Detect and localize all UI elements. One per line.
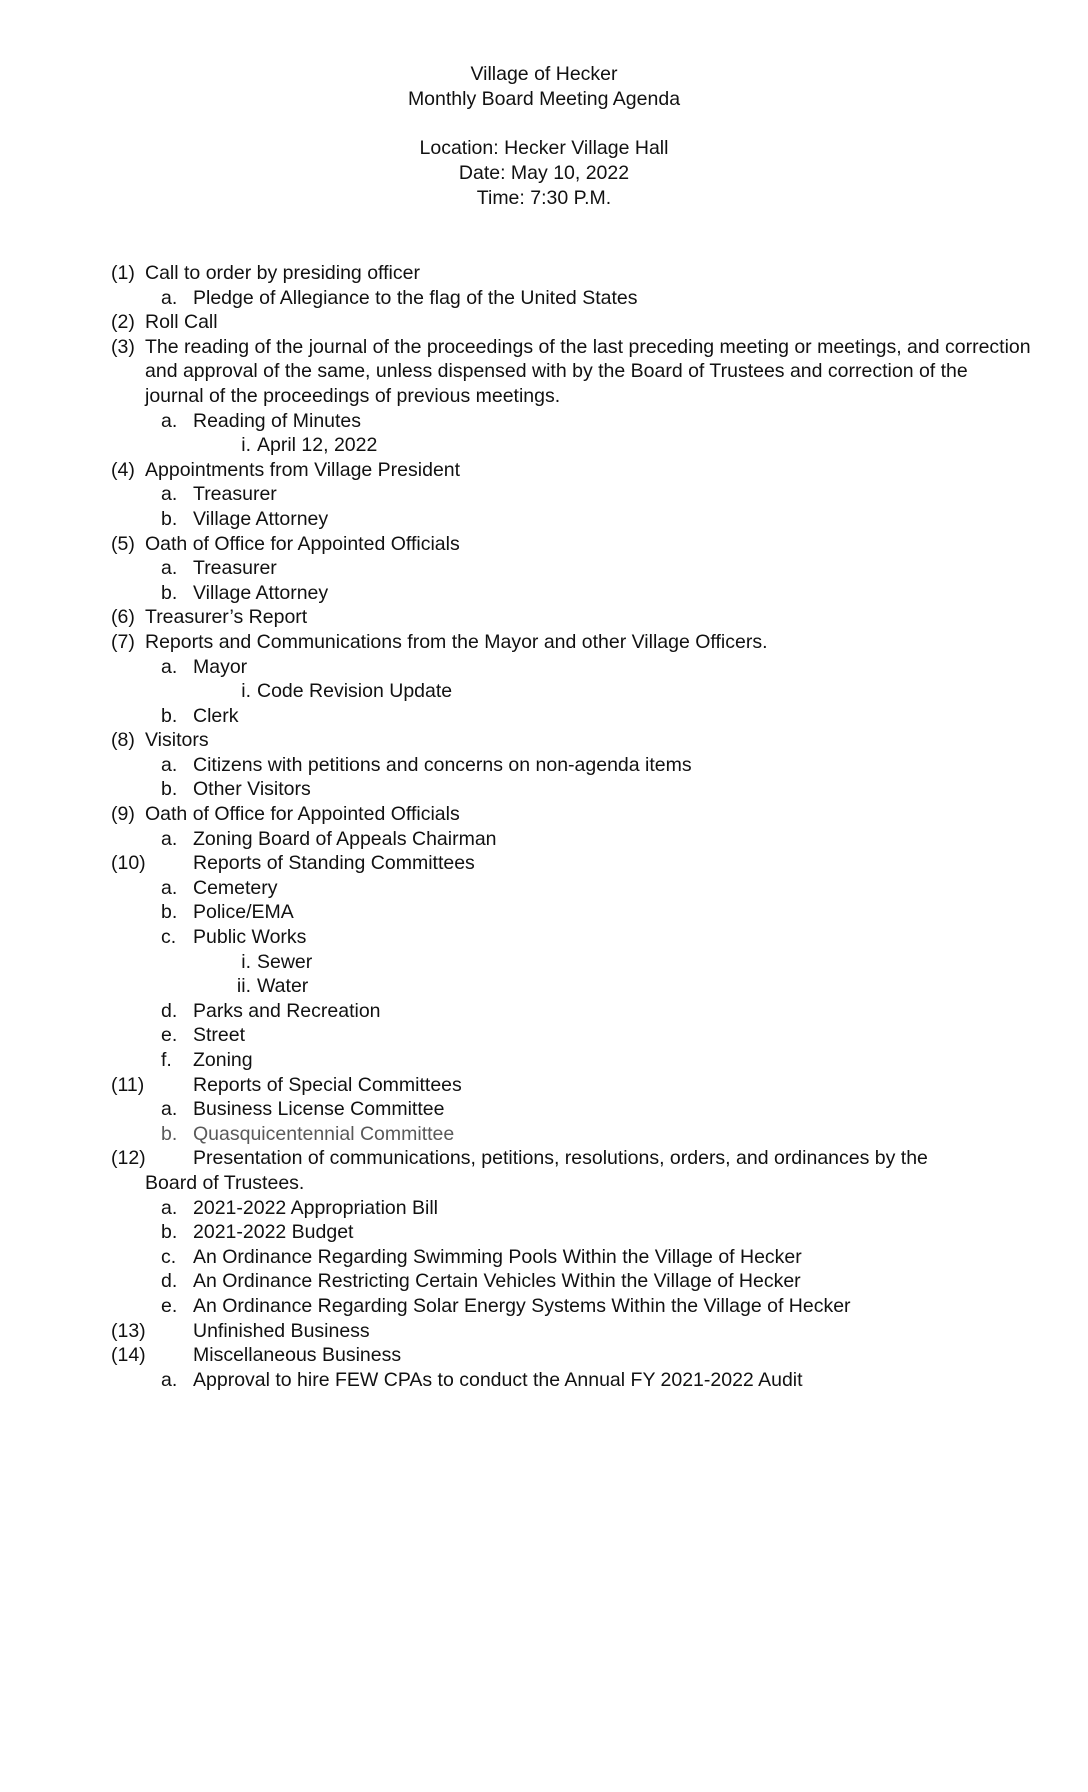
item-marker: a. <box>161 876 178 899</box>
agenda-subitem <box>111 679 1031 704</box>
item-marker: a. <box>161 557 178 580</box>
agenda-subitem <box>111 1122 1031 1147</box>
meeting-time: Time: 7:30 P.M. <box>476 187 612 209</box>
item-marker: a. <box>161 1368 178 1391</box>
item-marker: b. <box>161 507 178 530</box>
agenda-subitem <box>111 974 1031 999</box>
item-marker: i. <box>241 434 251 457</box>
item-text: Mayor <box>193 655 248 678</box>
item-text: Visitors <box>145 729 209 752</box>
agenda-subitem <box>111 1368 1031 1393</box>
item-marker: a. <box>161 286 178 309</box>
agenda-subitem <box>111 753 1031 778</box>
item-text: Reports of Standing Committees <box>193 852 475 875</box>
item-text: An Ordinance Regarding Solar Energy Systems Within the Village of Hecker <box>193 1294 851 1317</box>
item-marker: d. <box>161 999 178 1022</box>
agenda-subitem <box>111 950 1031 975</box>
item-marker: d. <box>161 1270 178 1293</box>
item-marker: a. <box>161 1098 178 1121</box>
agenda-subitem <box>111 876 1031 901</box>
item-marker: a. <box>161 409 178 432</box>
agenda-item <box>111 851 1031 876</box>
item-marker: c. <box>161 926 177 949</box>
item-text: Board of Trustees. <box>145 1171 305 1194</box>
meeting-location: Location: Hecker Village Hall <box>419 137 669 159</box>
item-text: Miscellaneous Business <box>193 1344 402 1367</box>
item-text: Treasurer’s Report <box>145 606 308 629</box>
item-marker: i. <box>241 950 251 973</box>
agenda-subitem <box>111 1048 1031 1073</box>
item-text: Quasquicentennial Committee <box>193 1122 455 1145</box>
agenda-list <box>111 261 1031 1392</box>
agenda-item <box>111 630 1031 655</box>
item-marker: a. <box>161 827 178 850</box>
item-marker: (5) <box>111 532 135 555</box>
item-marker: (11) <box>111 1073 145 1096</box>
item-text: Zoning Board of Appeals Chairman <box>193 827 497 850</box>
agenda-item <box>111 532 1031 557</box>
agenda-subitem <box>111 1269 1031 1294</box>
item-marker: (8) <box>111 729 135 752</box>
agenda-subitem <box>111 1220 1031 1245</box>
item-text: Village Attorney <box>193 581 329 604</box>
item-marker: b. <box>161 581 178 604</box>
agenda-subitem <box>111 433 1031 458</box>
agenda-subitem <box>111 507 1031 532</box>
item-text: Pledge of Allegiance to the flag of the United States <box>193 286 638 309</box>
item-marker: (14) <box>111 1344 146 1367</box>
item-text: Approval to hire FEW CPAs to conduct the Annual FY 2021-2022 Audit <box>193 1368 803 1391</box>
item-text: An Ordinance Regarding Swimming Pools Within the Village of Hecker <box>193 1245 802 1268</box>
village-name: Village of Hecker <box>470 63 618 85</box>
item-text: Roll Call <box>145 311 218 334</box>
agenda-subitem <box>111 286 1031 311</box>
item-marker: a. <box>161 655 178 678</box>
item-text: Public Works <box>193 926 307 949</box>
item-text: Oath of Office for Appointed Officials <box>145 532 460 555</box>
agenda-header <box>0 62 1088 211</box>
agenda-subitem <box>111 999 1031 1024</box>
agenda-item <box>111 728 1031 753</box>
item-marker: (4) <box>111 458 135 481</box>
item-text: An Ordinance Restricting Certain Vehicles Within the Village of Hecker <box>193 1270 801 1293</box>
header-spacer <box>0 112 1088 136</box>
agenda-item <box>111 605 1031 630</box>
item-text: Zoning <box>193 1049 253 1071</box>
item-marker: b. <box>161 1122 178 1145</box>
agenda-item <box>111 1343 1031 1368</box>
item-text: Code Revision Update <box>257 680 453 703</box>
item-marker: (1) <box>111 262 135 284</box>
item-marker: c. <box>161 1245 177 1268</box>
item-marker: (3) <box>111 335 135 358</box>
item-text: Police/EMA <box>193 901 294 924</box>
item-text: Presentation of communications, petitions, resolutions, orders, and ordinances by the <box>193 1147 928 1170</box>
agenda-item <box>111 1146 1031 1171</box>
item-text: Reports of Special Committees <box>193 1073 462 1096</box>
item-marker: b. <box>161 1221 178 1244</box>
agenda-subitem <box>111 1294 1031 1319</box>
agenda-subitem <box>111 1097 1031 1122</box>
agenda-item <box>111 310 1031 335</box>
item-text: Street <box>193 1024 246 1047</box>
agenda-item <box>111 1319 1031 1344</box>
item-text: The reading of the journal of the proceedings of the last preceding meeting or meetings, and correction and approval of the same, unless dispensed with by the Board of Trustees and correction of the journal of the proceedings of previous meetings. <box>145 335 1031 407</box>
item-marker: e. <box>161 1294 178 1317</box>
agenda-subitem <box>111 409 1031 434</box>
agenda-subitem <box>111 655 1031 680</box>
item-text: Cemetery <box>193 876 278 899</box>
item-text: Water <box>257 975 309 998</box>
agenda-subitem <box>111 1023 1031 1048</box>
item-marker: b. <box>161 778 178 801</box>
agenda-subitem <box>111 482 1031 507</box>
item-marker: b. <box>161 704 178 727</box>
item-text: Clerk <box>193 704 239 727</box>
agenda-item <box>111 1073 1031 1098</box>
agenda-item <box>111 802 1031 827</box>
item-marker: e. <box>161 1024 178 1047</box>
agenda-item <box>111 1171 1031 1196</box>
item-text: Business License Committee <box>193 1098 445 1121</box>
agenda-subitem <box>111 581 1031 606</box>
item-text: Citizens with petitions and concerns on non-agenda items <box>193 753 692 776</box>
item-marker: a. <box>161 1196 178 1219</box>
item-text: April 12, 2022 <box>257 434 378 457</box>
item-text: Reading of Minutes <box>193 409 362 432</box>
agenda-subitem <box>111 704 1031 729</box>
item-text: Parks and Recreation <box>193 999 381 1022</box>
item-marker: (13) <box>111 1319 146 1342</box>
item-marker: (10) <box>111 852 146 875</box>
agenda-subitem <box>111 1245 1031 1270</box>
agenda-item <box>111 261 1031 286</box>
item-marker: (9) <box>111 803 135 826</box>
item-text: Treasurer <box>193 483 277 506</box>
item-marker: i. <box>241 680 251 703</box>
agenda-subitem <box>111 900 1031 925</box>
agenda-subitem <box>111 556 1031 581</box>
item-text: Sewer <box>257 950 313 973</box>
document-title: Monthly Board Meeting Agenda <box>407 88 681 110</box>
item-text: Appointments from Village President <box>145 458 461 481</box>
agenda-subitem <box>111 827 1031 852</box>
item-marker: f. <box>161 1049 172 1071</box>
agenda-subitem <box>111 925 1031 950</box>
agenda-item <box>111 335 1031 409</box>
item-text: Village Attorney <box>193 507 329 530</box>
item-marker: a. <box>161 753 178 776</box>
item-marker: (6) <box>111 606 135 629</box>
meeting-date: Date: May 10, 2022 <box>458 162 630 184</box>
item-text: Unfinished Business <box>193 1319 370 1342</box>
item-marker: ii. <box>236 975 251 998</box>
item-text: Reports and Communications from the Mayor and other Village Officers. <box>145 630 768 653</box>
item-text: 2021-2022 Appropriation Bill <box>193 1196 439 1219</box>
agenda-item <box>111 458 1031 483</box>
item-marker: (12) <box>111 1147 146 1170</box>
item-text: Call to order by presiding officer <box>145 262 420 284</box>
agenda-subitem <box>111 777 1031 802</box>
item-marker: (2) <box>111 311 135 334</box>
item-text: 2021-2022 Budget <box>193 1221 354 1244</box>
item-marker: b. <box>161 901 178 924</box>
item-marker: (7) <box>111 630 135 653</box>
item-marker: a. <box>161 483 178 506</box>
item-text: Oath of Office for Appointed Officials <box>145 803 460 826</box>
agenda-subitem <box>111 1196 1031 1221</box>
item-text: Other Visitors <box>193 778 311 801</box>
item-text: Treasurer <box>193 557 277 580</box>
